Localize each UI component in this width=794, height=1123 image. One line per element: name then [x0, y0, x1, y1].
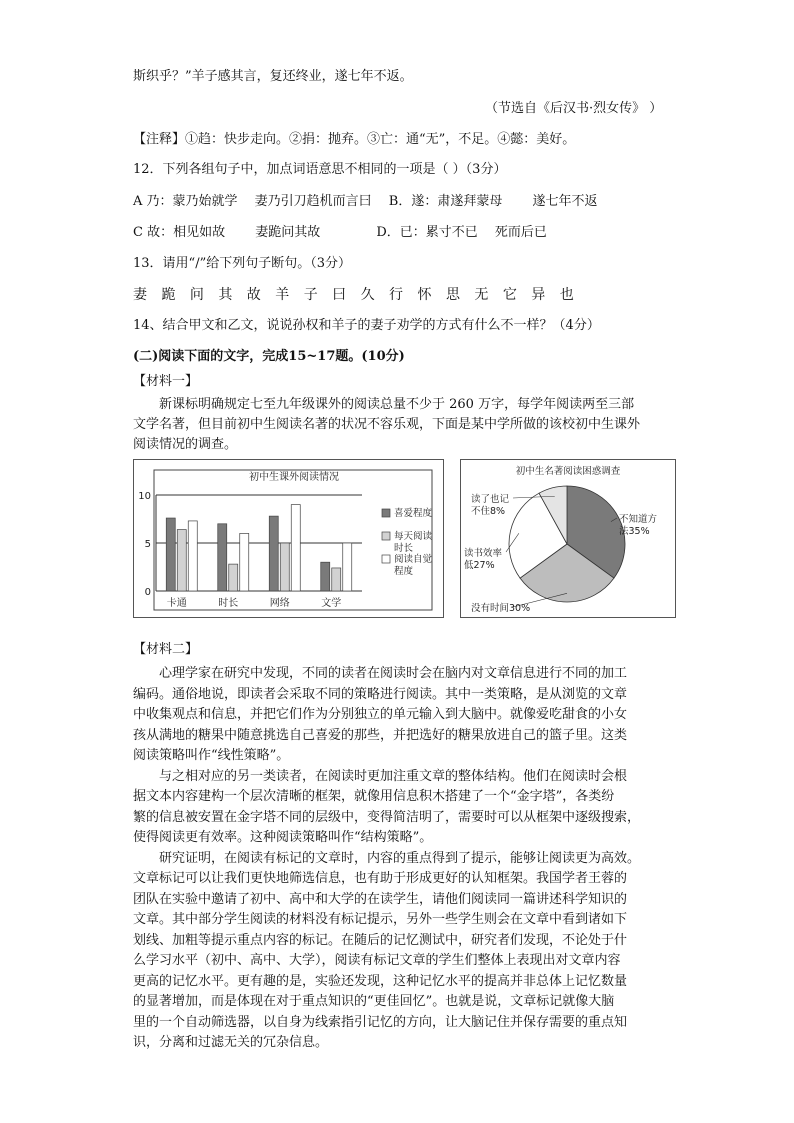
question-13: 13．请用“/”给下列句子断句。（3分）: [133, 256, 351, 271]
bar-chart-title: 初中生课外阅读情况: [249, 472, 339, 483]
legend-swatch: [382, 555, 390, 563]
material-2-line: 阅读策略叫作“线性策略”。: [133, 748, 290, 763]
material-1-title: 【材料一】: [133, 374, 199, 389]
material-2-line: 么学习水平（初中、高中、大学），阅读有标记文章的学生们整体上表现出对文章内容: [133, 953, 621, 968]
material-2-line: 心理学家在研究中发现，不同的读者在阅读时会在脑内对文章信息进行不同的加工: [159, 666, 628, 681]
material-2-title: 【材料二】: [133, 642, 199, 657]
x-tick-label: 文学: [321, 598, 342, 609]
material-2-line: 据文本内容建构一个层次清晰的框架，就像用信息积木搭建了一个“金字塔”，各类纷: [133, 789, 615, 804]
material-2-line: 研究证明，在阅读有标记的文章时，内容的重点得到了提示，能够让阅读更为高效。: [159, 850, 641, 866]
material-2-line: 使得阅读更有效率。这种阅读策略叫作“结构策略”。: [133, 830, 433, 845]
material-2-line: 更高的记忆水平。更有趣的是，实验还发现，这种记忆水平的提高并非总体上记忆数量: [133, 973, 628, 989]
bar-阅读自觉程度: [343, 543, 352, 591]
material-2-line: 中收集观点和信息，并把它们作为分别独立的单元输入到大脑中。就像爱吃甜食的小女: [133, 707, 628, 722]
pie-label: 读了也记: [471, 494, 510, 505]
material-2-line: 的显著增加，而是体现在对于重点知识的“更佳回忆”。也就是说，文章标记就像大脑: [133, 994, 615, 1009]
notes: 【注释】①趋：快步走向。②捐：抛弃。③亡：通“无”，不足。④懿：美好。: [133, 132, 576, 147]
bar-喜爱程度: [269, 516, 278, 591]
bar-每天阅读时长: [280, 543, 289, 591]
question-13-sentence: 妻 跪 问 其 故 羊 子 曰 久 行 怀 思 无 它 异 也: [133, 287, 579, 303]
legend-swatch: [382, 509, 390, 517]
material-2-line: 编码。通俗地说，即读者会采取不同的策略进行阅读。其中一类策略，是从浏览的文章: [133, 686, 628, 702]
pie-chart-title: 初中生名著阅读困惑调查: [515, 466, 621, 477]
legend-label: 喜爱程度: [394, 508, 433, 519]
material-2-line: 文章。其中部分学生阅读的材料没有标记提示，另外一些学生则会在文章中看到诸如下: [133, 912, 628, 927]
material-2-line: 与之相对应的另一类读者，在阅读时更加注重文章的整体结构。他们在阅读时会根: [159, 768, 628, 784]
y-tick-label: 5: [144, 539, 151, 550]
source-citation: （节选自《后汉书·烈女传》 ）: [485, 101, 663, 116]
bar-喜爱程度: [321, 562, 330, 591]
pie-label: 法35%: [619, 526, 650, 537]
bar-阅读自觉程度: [291, 505, 300, 591]
question-12: 12．下列各组句子中，加点词语意思不相同的一项是（ ）（3分）: [133, 162, 507, 177]
section-2-heading: (二)阅读下面的文字，完成15~17题。(10分): [133, 349, 405, 364]
question-14: 14、结合甲文和乙文，说说孙权和羊子的妻子劝学的方式有什么不一样？（4分）: [133, 318, 600, 333]
pie-chart-panel: [460, 459, 676, 618]
material-2-line: 孩从满地的糖果中随意挑选自己喜爱的那些，并把选好的糖果放进自己的篮子里。这类: [133, 727, 628, 743]
bar-每天阅读时长: [177, 530, 186, 591]
pie-label: 读书效率: [464, 548, 503, 559]
legend-label: 时长: [394, 543, 414, 554]
pie-label: 低27%: [464, 560, 495, 571]
bar-每天阅读时长: [229, 564, 238, 591]
question-12-options-ab: A 乃：蒙乃始就学 妻乃引刀趋机而言曰 B．遂：肃遂拜蒙母 遂七年不返: [133, 194, 598, 209]
pie-chart: [461, 460, 675, 617]
material-2-line: 识，分离和过滤无关的冗杂信息。: [133, 1035, 329, 1050]
bar-chart: [134, 460, 443, 617]
bar-喜爱程度: [218, 524, 227, 591]
material-2-line: 里的一个自动筛选器，以自身为线索指引记忆的方向，让大脑记住并保存需要的重点知: [133, 1014, 628, 1030]
x-tick-label: 时长: [218, 598, 239, 609]
material-2-line: 划线、加粗等提示重点内容的标记。在随后的记忆测试中，研究者们发现，不论处于什: [133, 932, 628, 948]
question-12-options-cd: C 故：相见如故 妻跪问其故 D．已：累寸不已 死而后已: [133, 225, 547, 240]
legend-label: 程度: [394, 566, 414, 577]
bar-每天阅读时长: [332, 568, 341, 591]
material-1-line: 文学名著，但目前初中生阅读名著的状况不容乐观，下面是某中学所做的该校初中生课外: [133, 417, 641, 432]
pie-label: 不住8%: [471, 506, 506, 517]
legend-label: 阅读自觉: [394, 554, 433, 565]
material-2-line: 繁的信息被安置在金字塔不同的层级中，变得简洁明了，需要时可以从框架中逐级搜索，: [133, 809, 641, 825]
text-line-top: 斯织乎？”羊子感其言，复还终业，遂七年不返。: [133, 69, 413, 84]
bar-喜爱程度: [166, 518, 175, 591]
material-1-line: 新课标明确规定七至九年级课外的阅读总量不少于 260 万字，每学年阅读两至三部: [159, 397, 635, 412]
pie-label: 没有时间30%: [471, 603, 531, 614]
legend-label: 每天阅读: [394, 531, 433, 542]
y-tick-label: 0: [144, 587, 151, 598]
material-2-line: 团队在实验中邀请了初中、高中和大学的在读学生，请他们阅读同一篇讲述科学知识的: [133, 891, 628, 907]
legend-swatch: [382, 532, 390, 540]
bar-阅读自觉程度: [240, 533, 249, 591]
pie-label: 不知道方: [619, 514, 658, 525]
bar-阅读自觉程度: [188, 521, 197, 591]
bar-chart-panel: [133, 459, 444, 618]
x-tick-label: 网络: [269, 598, 290, 609]
material-1-line: 阅读情况的调查。: [133, 437, 238, 452]
material-2-line: 文章标记可以让我们更快地筛选信息，也有助于形成更好的认知框架。我国学者王蓉的: [133, 871, 628, 886]
x-tick-label: 卡通: [166, 598, 187, 609]
y-tick-label: 10: [138, 491, 151, 502]
